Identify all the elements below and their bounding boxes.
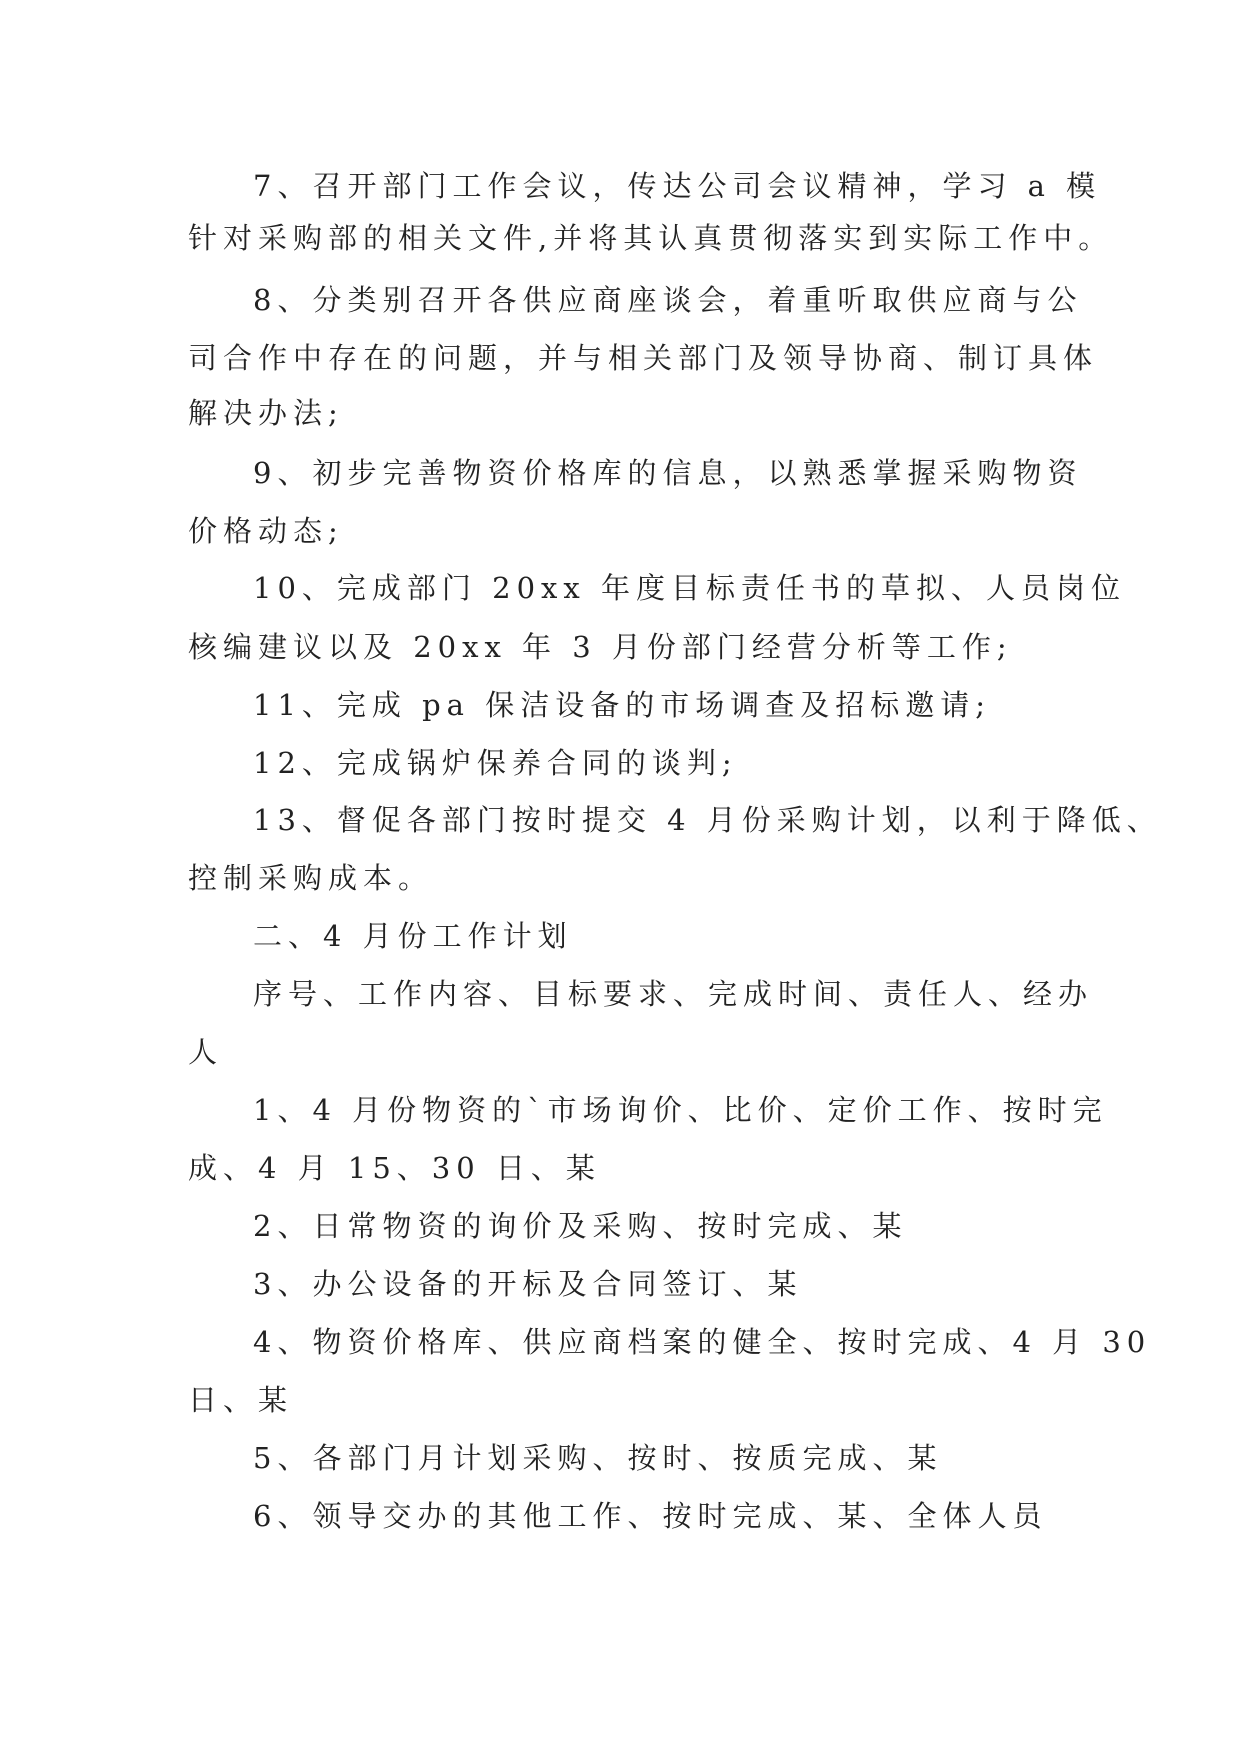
paragraph-line: 核编建议以及 20xx 年 3 月份部门经营分析等工作; [188, 630, 1013, 664]
paragraph-line: 序号、工作内容、目标要求、完成时间、责任人、经办 [253, 977, 1094, 1011]
paragraph-line: 8、分类别召开各供应商座谈会，着重听取供应商与公 [253, 283, 1083, 317]
paragraph-line: 4、物资价格库、供应商档案的健全、按时完成、4 月 30 [253, 1325, 1152, 1359]
paragraph-line: 司合作中存在的问题，并与相关部门及领导协商、制订具体 [188, 341, 1099, 375]
paragraph-line: 人 [188, 1035, 224, 1069]
paragraph-line: 6、领导交办的其他工作、按时完成、某、全体人员 [253, 1499, 1048, 1533]
paragraph-line: 解决办法; [188, 396, 344, 430]
paragraph-line: 价格动态; [188, 514, 344, 548]
paragraph-line: 13、督促各部门按时提交 4 月份采购计划，以利于降低、 [253, 803, 1162, 837]
section-heading: 二、4 月份工作计划 [253, 919, 573, 953]
paragraph-line: 3、办公设备的开标及合同签订、某 [253, 1267, 803, 1301]
paragraph-line: 7、召开部门工作会议，传达公司会议精神，学习 a 模 [253, 169, 1102, 203]
paragraph-line: 日、某 [188, 1383, 294, 1417]
paragraph-line: 11、完成 pa 保洁设备的市场调查及招标邀请; [253, 688, 991, 722]
paragraph-line: 控制采购成本。 [188, 861, 434, 895]
paragraph-line: 10、完成部门 20xx 年度目标责任书的草拟、人员岗位 [253, 571, 1126, 605]
paragraph-line: 1、4 月份物资的`市场询价、比价、定价工作、按时完 [253, 1093, 1108, 1127]
paragraph-line: 成、4 月 15、30 日、某 [188, 1151, 601, 1185]
paragraph-line: 2、日常物资的询价及采购、按时完成、某 [253, 1209, 908, 1243]
paragraph-line: 针对采购部的相关文件,并将其认真贯彻落实到实际工作中。 [188, 221, 1114, 255]
paragraph-line: 5、各部门月计划采购、按时、按质完成、某 [253, 1441, 943, 1475]
paragraph-line: 9、初步完善物资价格库的信息，以熟悉掌握采购物资 [253, 456, 1083, 490]
paragraph-line: 12、完成锅炉保养合同的谈判; [253, 746, 738, 780]
